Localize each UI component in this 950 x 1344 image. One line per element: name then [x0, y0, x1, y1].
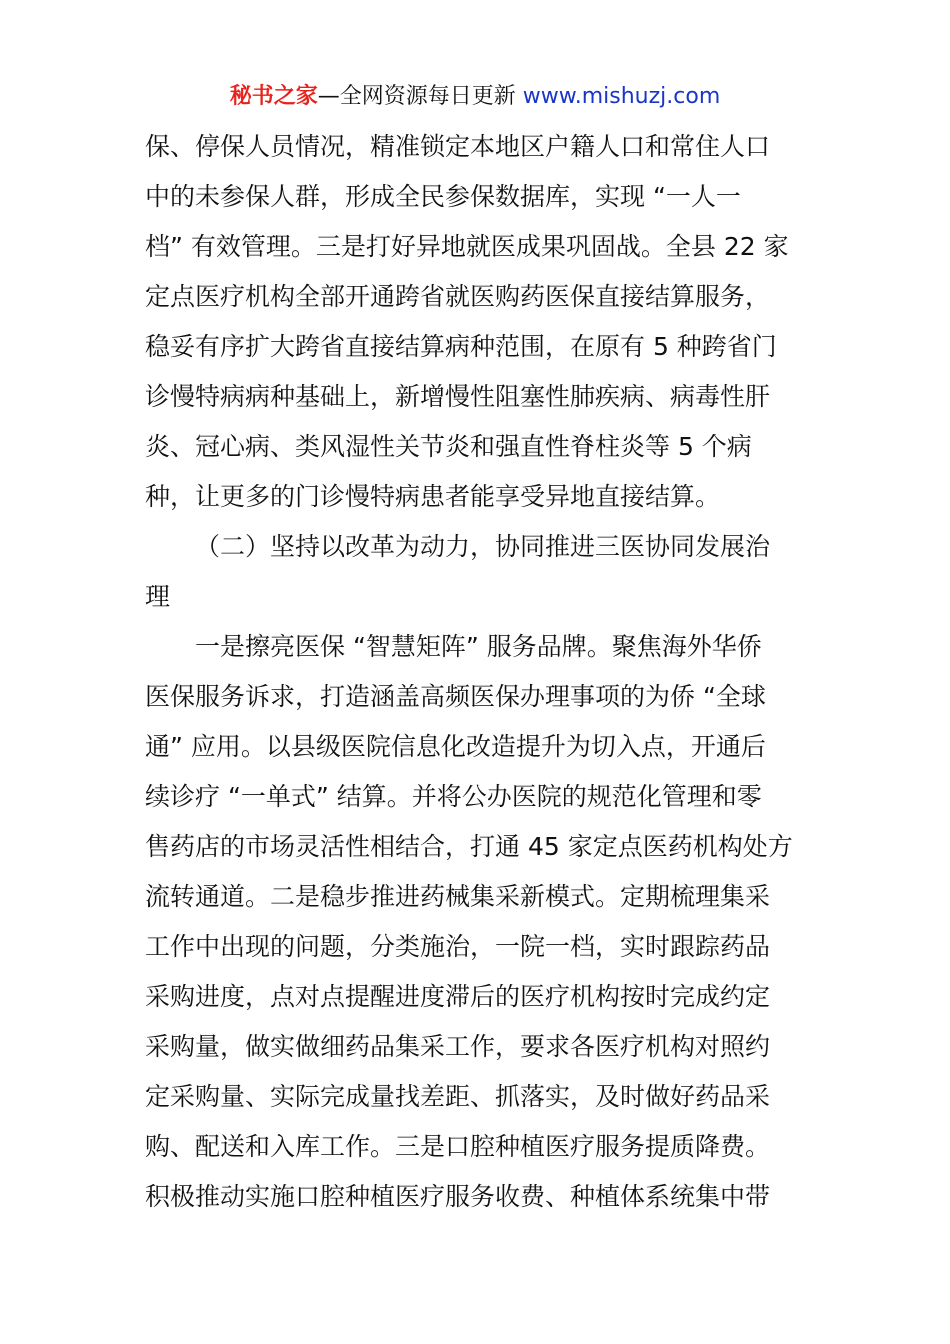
page-header: [0, 80, 950, 114]
text-line: 采购进度，点对点提醒进度滞后的医疗机构按时完成约定: [145, 982, 771, 1011]
text-line: 售药店的市场灵活性相结合，打通 45 家定点医药机构处方: [145, 832, 793, 861]
text-line: 种，让更多的门诊慢特病患者能享受异地直接结算。: [145, 482, 721, 511]
text-line: 诊慢特病病种基础上，新增慢性阻塞性肺疾病、病毒性肝: [145, 382, 771, 411]
brand-name: 秘书之家: [229, 84, 318, 109]
header-tagline: —全网资源每日更新: [317, 84, 516, 109]
header-url[interactable]: www.mishuzj.com: [522, 84, 721, 109]
text-line: 续诊疗 “一单式” 结算。并将公办医院的规范化管理和零: [145, 782, 762, 811]
text-line: 档” 有效管理。三是打好异地就医成果巩固战。全县 22 家: [145, 232, 789, 261]
text-line: 流转通道。二是稳步推进药械集采新模式。定期梳理集采: [145, 882, 771, 911]
text-line: 定点医疗机构全部开通跨省就医购药医保直接结算服务，: [145, 282, 771, 311]
paragraph-start: 一是擦亮医保 “智慧矩阵” 服务品牌。聚焦海外华侨: [195, 632, 762, 661]
section-heading-continued: 理: [145, 582, 171, 611]
text-line: 炎、冠心病、类风湿性关节炎和强直性脊柱炎等 5 个病: [145, 432, 752, 461]
text-line: 通” 应用。以县级医院信息化改造提升为切入点，开通后: [145, 732, 766, 761]
text-line: 医保服务诉求，打造涵盖高频医保办理事项的为侨 “全球: [145, 682, 766, 711]
text-line: 积极推动实施口腔种植医疗服务收费、种植体系统集中带: [145, 1182, 771, 1211]
text-line: 保、停保人员情况，精准锁定本地区户籍人口和常住人口: [145, 132, 771, 161]
text-line: 中的未参保人群，形成全民参保数据库，实现 “一人一: [145, 182, 741, 211]
text-line: 采购量，做实做细药品集采工作，要求各医疗机构对照约: [145, 1032, 771, 1061]
text-line: 工作中出现的问题，分类施治，一院一档，实时跟踪药品: [145, 932, 771, 961]
document-body: [145, 122, 815, 1222]
text-line: 购、配送和入库工作。三是口腔种植医疗服务提质降费。: [145, 1132, 771, 1161]
section-heading: （二）坚持以改革为动力，协同推进三医协同发展治: [195, 532, 771, 561]
text-line: 稳妥有序扩大跨省直接结算病种范围，在原有 5 种跨省门: [145, 332, 777, 361]
text-line: 定采购量、实际完成量找差距、抓落实，及时做好药品采: [145, 1082, 771, 1111]
